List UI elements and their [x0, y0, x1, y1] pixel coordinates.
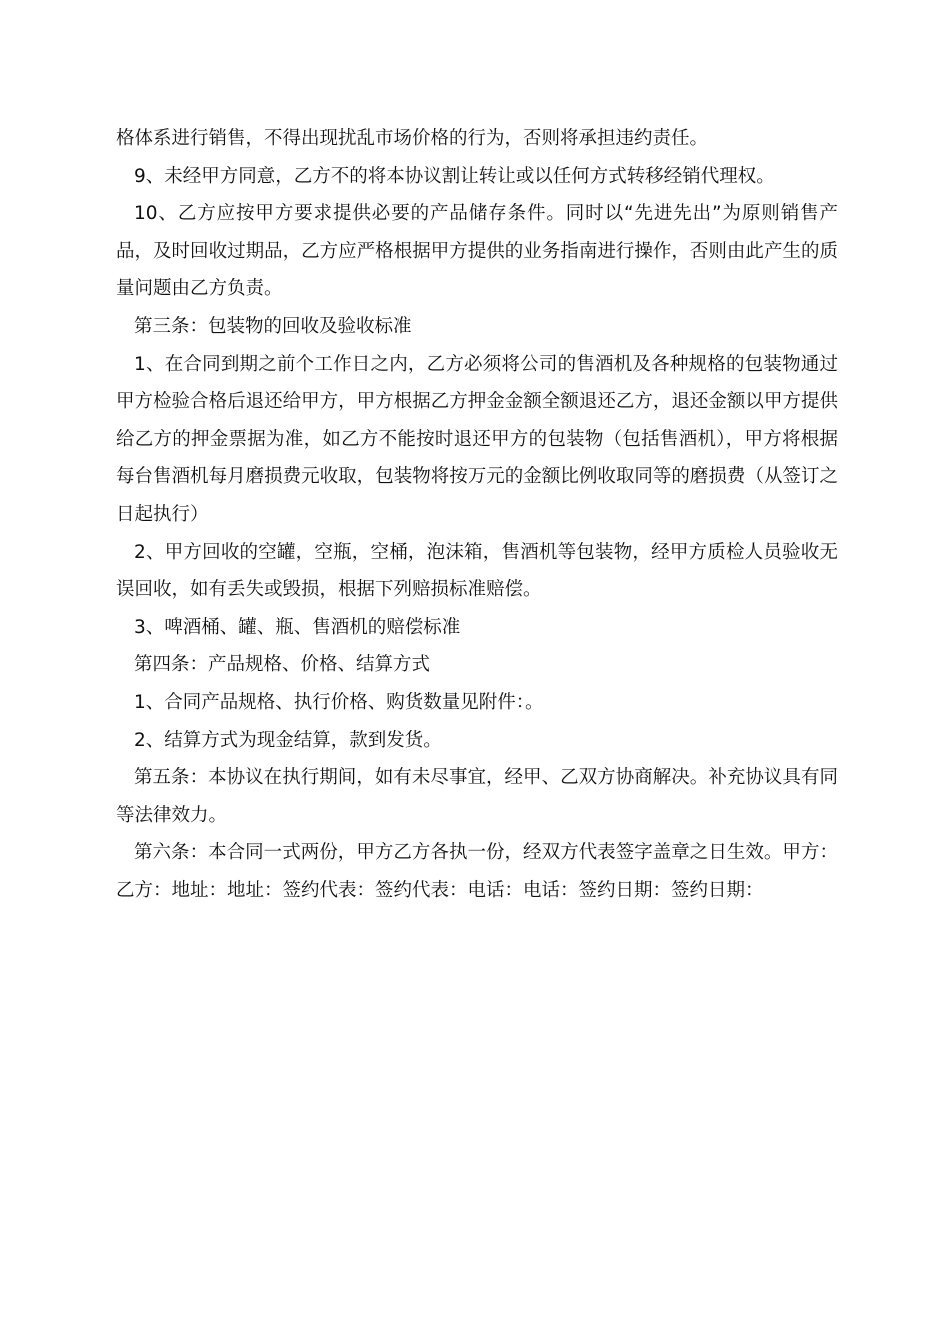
document-body — [116, 120, 838, 909]
paragraph-clause-9: 9、未经甲方同意，乙方不的将本协议割让转让或以任何方式转移经销代理权。 — [134, 165, 775, 187]
article-3-item-1: 1、在合同到期之前个工作日之内，乙方必须将公司的售酒机及各种规格的包装物通过甲方检验合格后退还给甲方，甲方根据乙方押金金额全额退还乙方，退还金额以甲方提供给乙方的押金票据为准，如乙方不能按时退还甲方的包装物（包括售酒机），甲方将根据每台售酒机每月磨损费元收取，包装物将按万元的金额比例收取同等的磨损费（从签订之日起执行） — [116, 353, 838, 525]
article-4-item-2: 2、结算方式为现金结算，款到发货。 — [134, 729, 442, 751]
article-3-item-3: 3、啤酒桶、罐、瓶、售酒机的赔偿标准 — [134, 616, 461, 638]
article-4-item-1: 1、合同产品规格、执行价格、购货数量见附件：。 — [134, 691, 544, 713]
article-3-item-2: 2、甲方回收的空罐，空瓶，空桶，泡沫箱，售酒机等包装物，经甲方质检人员验收无误回收，如有丢失或毁损，根据下列赔损标准赔偿。 — [116, 541, 838, 601]
paragraph-continuation: 格体系进行销售，不得出现扰乱市场价格的行为，否则将承担违约责任。 — [116, 128, 709, 149]
article-3-heading: 第三条：包装物的回收及验收标准 — [134, 315, 412, 337]
paragraph-clause-10: 10、乙方应按甲方要求提供必要的产品储存条件。同时以“先进先出”为原则销售产品，及时回收过期品，乙方应严格根据甲方提供的业务指南进行操作，否则由此产生的质量问题由乙方负责。 — [116, 203, 838, 300]
article-6-signature-block: 第六条：本合同一式两份，甲方乙方各执一份，经双方代表签字盖章之日生效。甲方：乙方：地址：地址：签约代表：签约代表：电话：电话：签约日期：签约日期： — [116, 842, 838, 901]
article-5: 第五条：本协议在执行期间，如有未尽事宜，经甲、乙双方协商解决。补充协议具有同等法律效力。 — [116, 767, 838, 826]
article-4-heading: 第四条：产品规格、价格、结算方式 — [134, 654, 431, 676]
